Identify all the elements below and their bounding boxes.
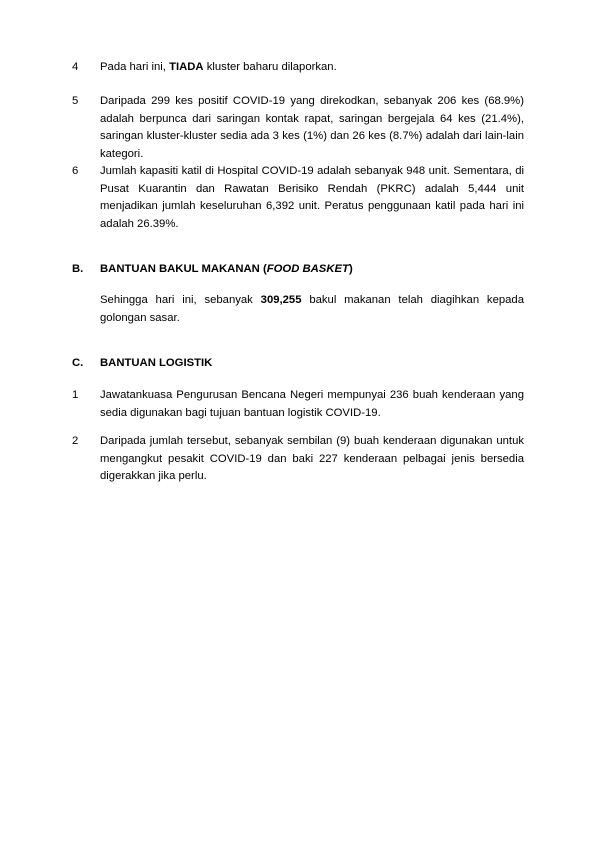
item-number: 5	[72, 95, 79, 107]
paragraph-item-4	[72, 59, 524, 77]
item-number: 2	[72, 435, 79, 447]
section-title-italic: FOOD BASKET	[266, 263, 349, 275]
section-title: BANTUAN LOGISTIK	[100, 357, 213, 369]
item-text: Jumlah kapasiti katil di Hospital COVID-19 adalah sebanyak 948 unit. Sementara, di Pusat Kuarantin dan Rawatan Berisiko Rendah (PKRC) adalah 5,444 unit menjadikan jumlah keseluruhan 6,392 unit. Peratus penggunaan katil pada hari ini adalah 26.39%.	[100, 165, 524, 230]
item-number: 6	[72, 165, 79, 177]
section-b-heading	[72, 261, 524, 279]
item-number: 1	[72, 389, 79, 401]
paragraph-text	[100, 292, 524, 327]
section-c-item-2	[72, 433, 524, 486]
paragraph-item-6	[72, 163, 524, 233]
item-text-start: Pada hari ini,	[100, 61, 170, 73]
section-letter: C.	[72, 357, 84, 369]
item-text-end: kluster baharu dilaporkan.	[203, 61, 337, 73]
section-title	[100, 261, 524, 279]
section-title-start: BANTUAN BAKUL MAKANAN (	[100, 263, 267, 275]
section-title-end: )	[348, 263, 353, 275]
paragraph-text-end: bakul makanan telah diagihkan kepada golongan sasar.	[100, 294, 524, 324]
item-text: Daripada 299 kes positif COVID-19 yang direkodkan, sebanyak 206 kes (68.9%) adalah berpunca dari saringan kontak rapat, saringan bergejala 64 kes (21.4%), saringan kluster-kluster sedia ada 3 kes (1%) dan 26 kes (8.7%) adalah dari lain-lain kategori.	[100, 95, 524, 160]
section-b-paragraph	[72, 292, 524, 327]
section-c-item-1	[72, 387, 524, 422]
item-number: 4	[72, 61, 79, 73]
item-text: Jawatankuasa Pengurusan Bencana Negeri mempunyai 236 buah kenderaan yang sedia digunakan bagi tujuan bantuan logistik COVID-19.	[100, 389, 524, 419]
bold-keyword: TIADA	[169, 61, 204, 73]
item-text	[100, 59, 524, 77]
paragraph-item-5	[72, 93, 524, 163]
item-text: Daripada jumlah tersebut, sebanyak sembilan (9) buah kenderaan digunakan untuk mengangkut pesakit COVID-19 dan baki 227 kenderaan pelbagai jenis bersedia digerakkan jika perlu.	[100, 435, 524, 482]
paragraph-text-start: Sehingga hari ini, sebanyak	[100, 294, 261, 306]
food-basket-count: 309,255	[260, 294, 302, 306]
section-letter: B.	[72, 263, 84, 275]
section-c-heading	[72, 355, 524, 373]
